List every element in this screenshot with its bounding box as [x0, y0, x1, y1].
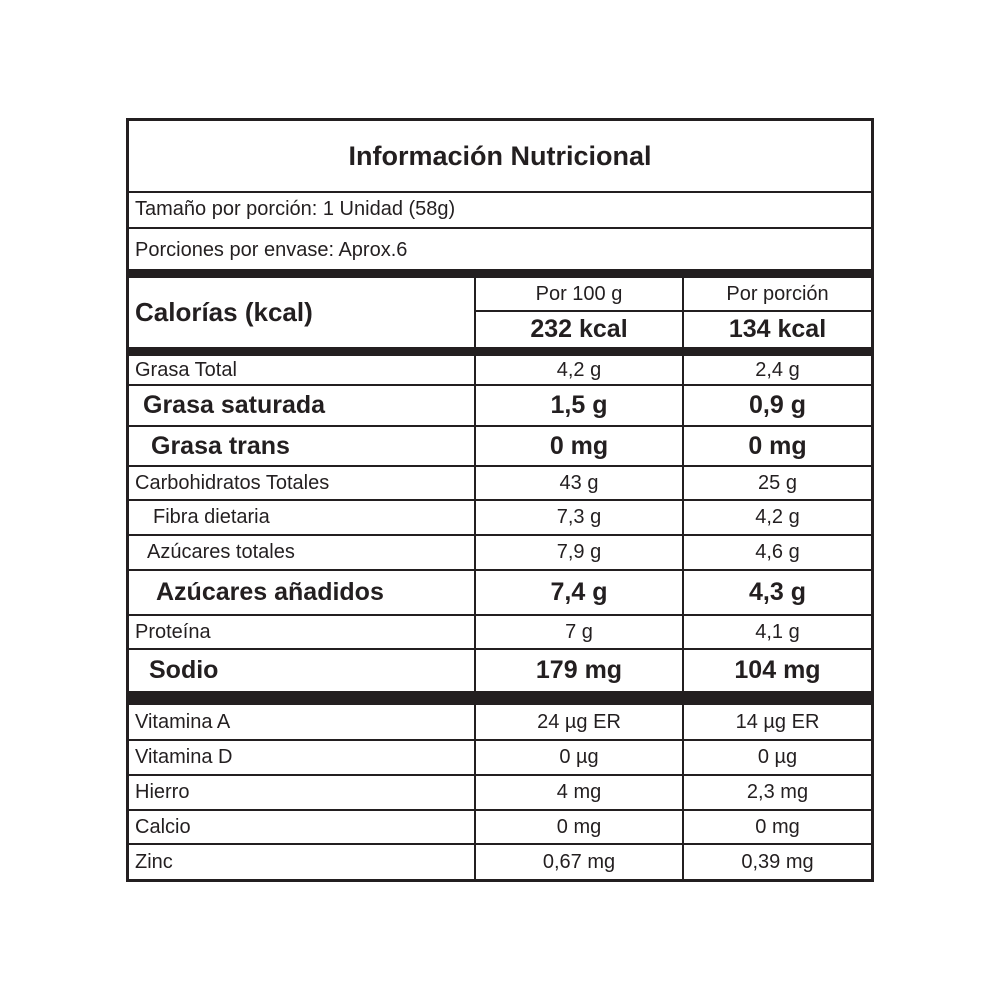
nutrient-per100: 7 g	[474, 616, 682, 648]
vitamin-perserving: 2,3 mg	[682, 776, 871, 809]
nutrient-name: Grasa Total	[135, 358, 237, 381]
nutrient-row	[129, 536, 871, 571]
nutrient-name: Sodio	[149, 656, 219, 684]
nutrient-per100: 1,5 g	[474, 386, 682, 425]
per100-column-header	[474, 278, 682, 347]
nutrient-row	[129, 467, 871, 501]
nutrient-per100: 179 mg	[474, 650, 682, 691]
nutrient-perserving: 104 mg	[682, 650, 871, 691]
perserving-column-header	[682, 278, 871, 347]
nutrient-row	[129, 571, 871, 616]
vitamin-name: Vitamina D	[135, 746, 233, 768]
nutrient-name: Grasa trans	[151, 431, 290, 460]
nutrient-perserving: 4,3 g	[682, 571, 871, 614]
vitamin-row	[129, 811, 871, 845]
perserving-header-label: Por porción	[684, 278, 871, 312]
nutrient-perserving: 25 g	[682, 467, 871, 499]
vitamin-name: Hierro	[135, 781, 190, 803]
nutrient-perserving: 0,9 g	[682, 386, 871, 425]
nutrient-row	[129, 427, 871, 467]
nutrient-per100: 7,4 g	[474, 571, 682, 614]
per100-calories-value: 232 kcal	[530, 315, 628, 343]
divider-thick	[129, 269, 871, 278]
vitamin-per100: 0 µg	[474, 741, 682, 774]
nutrient-name: Grasa saturada	[143, 391, 326, 419]
vitamin-perserving: 14 µg ER	[682, 705, 871, 739]
vitamin-per100: 24 µg ER	[474, 705, 682, 739]
nutrient-name: Carbohidratos Totales	[135, 471, 330, 494]
vitamin-row	[129, 845, 871, 879]
vitamin-row	[129, 705, 871, 741]
vitamin-per100: 0,67 mg	[474, 845, 682, 879]
nutrient-perserving: 4,2 g	[682, 501, 871, 534]
nutrient-name: Proteína	[135, 620, 211, 643]
nutrient-row	[129, 501, 871, 536]
nutrient-row	[129, 650, 871, 691]
servings-per-container: Porciones por envase: Aprox.6	[135, 238, 408, 261]
vitamin-row	[129, 776, 871, 811]
divider-thick	[129, 347, 871, 356]
nutrient-perserving: 4,1 g	[682, 616, 871, 648]
nutrient-name: Fibra dietaria	[153, 506, 270, 528]
vitamin-name: Zinc	[135, 850, 173, 873]
per100-header-label: Por 100 g	[476, 278, 682, 312]
nutrient-name: Azúcares añadidos	[156, 578, 384, 606]
divider-thick	[129, 691, 871, 705]
calories-label: Calorías (kcal)	[135, 297, 313, 327]
vitamin-name: Calcio	[135, 815, 191, 838]
nutrient-per100: 0 mg	[474, 427, 682, 465]
nutrient-perserving: 4,6 g	[682, 536, 871, 569]
nutrient-row	[129, 386, 871, 427]
nutrient-row	[129, 616, 871, 650]
vitamin-per100: 0 mg	[474, 811, 682, 843]
calories-row	[129, 278, 871, 347]
nutrient-per100: 7,3 g	[474, 501, 682, 534]
nutrient-perserving: 2,4 g	[682, 356, 871, 384]
nutrient-per100: 43 g	[474, 467, 682, 499]
nutrient-perserving: 0 mg	[682, 427, 871, 465]
serving-size: Tamaño por porción: 1 Unidad (58g)	[129, 191, 871, 229]
label-title: Información Nutricional	[129, 121, 871, 193]
nutrition-label	[126, 118, 874, 882]
nutrient-name: Azúcares totales	[147, 541, 295, 563]
vitamin-name: Vitamina A	[135, 710, 231, 733]
nutrient-row	[129, 356, 871, 386]
vitamin-perserving: 0 µg	[682, 741, 871, 774]
vitamin-row	[129, 741, 871, 776]
nutrient-per100: 4,2 g	[474, 356, 682, 384]
nutrient-per100: 7,9 g	[474, 536, 682, 569]
perserving-calories-value: 134 kcal	[728, 315, 827, 343]
vitamin-per100: 4 mg	[474, 776, 682, 809]
vitamin-perserving: 0,39 mg	[682, 845, 871, 879]
vitamin-perserving: 0 mg	[682, 811, 871, 843]
